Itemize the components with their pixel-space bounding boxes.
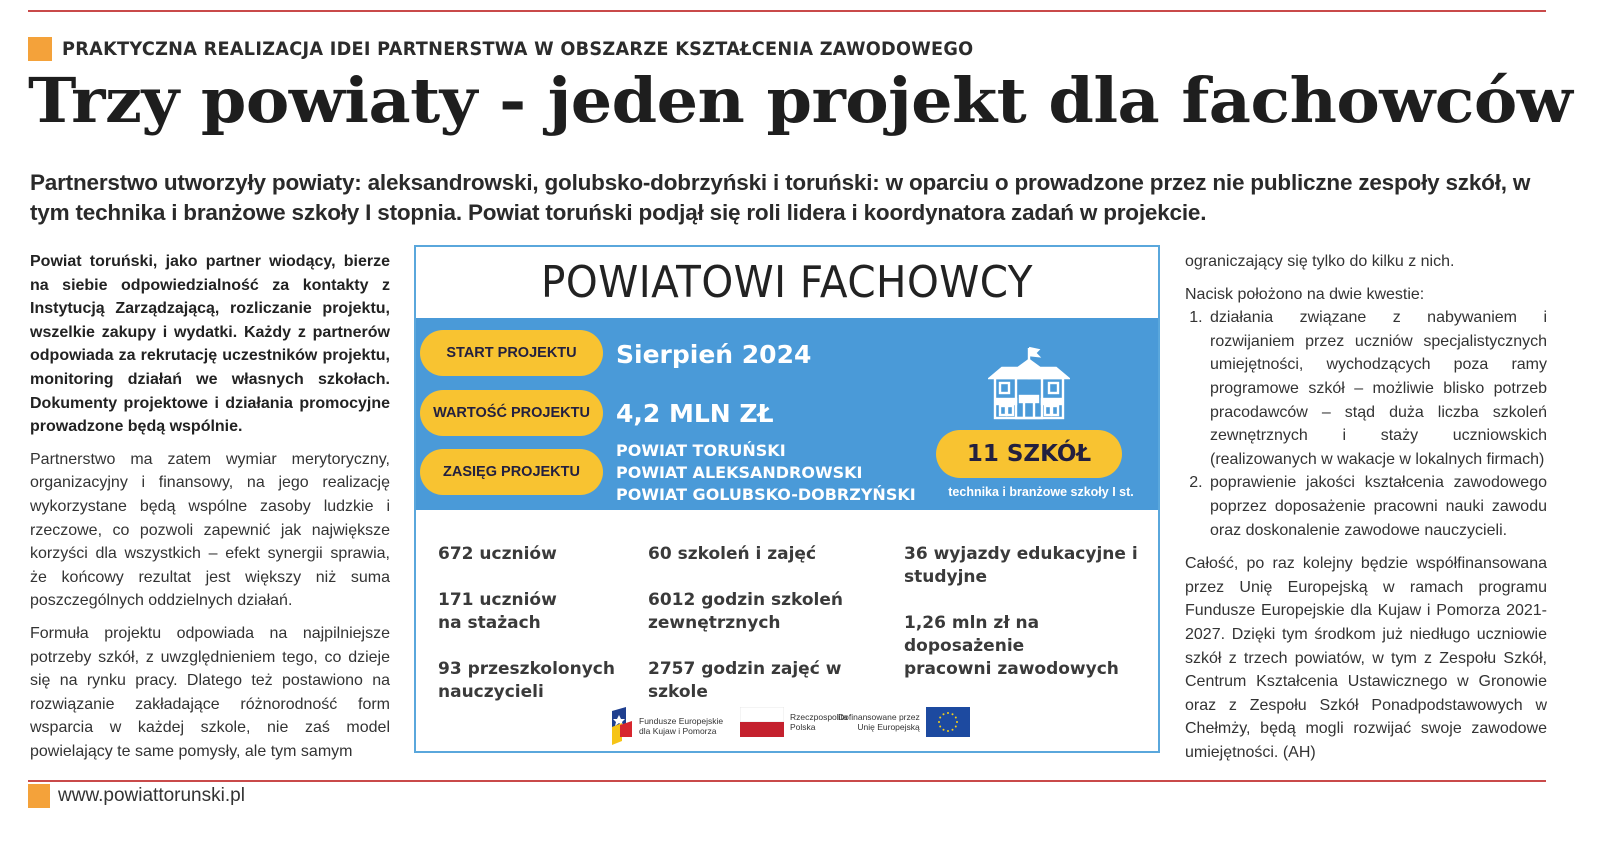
infographic xyxy=(414,245,1160,753)
scope-values xyxy=(616,440,916,506)
right-paragraph-2: Nacisk położono na dwie kwestie: xyxy=(1185,285,1425,303)
stat-item: 2757 godzin zajęć w szkole xyxy=(648,659,842,702)
left-paragraph-2: Partnerstwo ma zatem wymiar merytoryczny, organizacyjny i finansowy, na jego realizację wykorzystane będą wspólne zasoby ludzkie i rzeczowe, co pozwoli zapewnić jak największe korzyści dla wszystkich – efekt synergii sprawia, że końcowy rezultat jest większy niż suma poszczególnych oddzielnych działań. xyxy=(30,450,390,610)
rp-logo-line: Polska xyxy=(790,722,816,732)
emphasis-list xyxy=(1185,306,1547,542)
right-paragraph-1: ograniczający się tylko do kilku z nich. xyxy=(1185,253,1455,270)
kicker xyxy=(28,37,1042,61)
infographic-title: POWIATOWI FACHOWCY xyxy=(541,257,1033,308)
stat-item: 6012 godzin szkoleń zewnętrznych xyxy=(648,590,843,633)
stat-item: 36 wyjazdy edukacyjne i studyjne xyxy=(904,544,1138,587)
schools-subtitle: technika i branżowe szkoły I st. xyxy=(948,485,1134,499)
eu-logo-line: Unię Europejską xyxy=(857,722,920,732)
footer-website-link[interactable]: www.powiattorunski.pl xyxy=(58,785,245,806)
eu-logo xyxy=(838,707,970,737)
fe-logo xyxy=(612,707,723,745)
lead-paragraph: Partnerstwo utworzyły powiaty: aleksandrowski, golubsko-dobrzyński i toruński: w oparciu o prowadzone przez nie publiczne zespoły szkół, w tym technika i branżowe szkoły I stopnia. Powiat toruński podjął się roli lidera i koordynatora zadań w projekcie. xyxy=(30,170,1531,225)
fe-logo-line: dla Kujaw i Pomorza xyxy=(639,726,717,736)
stat-item: 93 przeszkolonych nauczycieli xyxy=(438,659,615,702)
kicker-square-icon xyxy=(28,37,52,61)
left-paragraph-3: Formuła projektu odpowiada na najpilniejsze potrzeby szkół, z uwzględnieniem tego, co dzieje się na rynku pracy. Dlatego też postawiono na rozwiązanie zakładające różnorodność form wsparcia w każdej szkole, nie zaś model powielający te same pomysły, ale tym samym xyxy=(30,624,390,760)
fe-logo-line: Fundusze Europejskie xyxy=(639,716,724,726)
fe-logo-icon xyxy=(612,707,634,745)
footer-rule xyxy=(28,780,1546,782)
scope-label: ZASIĘG PROJEKTU xyxy=(420,449,603,495)
eu-logo-line: Dofinansowane przez xyxy=(838,712,920,722)
scope-county: POWIAT GOLUBSKO-DOBRZYŃSKI xyxy=(616,485,916,504)
top-rule xyxy=(28,10,1546,12)
schools-count-badge: 11 SZKÓŁ xyxy=(936,430,1122,478)
footer xyxy=(28,784,245,808)
funding-logos xyxy=(612,707,1012,745)
stat-item: 672 uczniów xyxy=(438,544,557,564)
emphasis-list-item: 1. działania związane z nabywaniem i rozwijaniem przez uczniów specjalistycznych umiejętności, wychodzących poza ramy programowe szkół – możliwie blisko potrzeb pracodawców – stąd duża liczba szkoleń zewnętrznych i staży uczniowskich (realizowanych w wakacje w lokalnych firmach) xyxy=(1207,306,1547,471)
eu-flag-icon xyxy=(926,707,970,737)
stat-item: 171 uczniów na stażach xyxy=(438,590,557,633)
value-amount: 4,2 MLN ZŁ xyxy=(616,399,774,428)
scope-county: POWIAT TORUŃSKI xyxy=(616,441,786,460)
stat-item: 60 szkoleń i zajęć xyxy=(648,544,817,564)
left-column xyxy=(30,250,390,772)
footer-square-icon xyxy=(28,784,50,808)
rp-logo xyxy=(740,707,848,737)
polish-flag-icon xyxy=(740,707,784,737)
value-label: WARTOŚĆ PROJEKTU xyxy=(420,390,603,436)
left-paragraph-1: Powiat toruński, jako partner wiodący, bierze na siebie odpowiedzialność za kontakty z Instytucją Zarządzającą, rozliczanie projektu, wszelkie zakupy i wydatki. Każdy z partnerów odpowiada za rekrutację uczestników projektu, monitoring działań we własnych szkołach. Dokumenty projektowe i działania promocyjne prowadzone będą wspólnie. xyxy=(30,253,390,436)
headline: Trzy powiaty - jeden projekt dla fachowców xyxy=(28,64,1573,137)
school-building-icon xyxy=(988,344,1070,420)
right-column xyxy=(1185,250,1547,773)
stat-item: 1,26 mln zł na doposażenie pracowni zawodowych xyxy=(904,613,1119,679)
infographic-band xyxy=(416,318,1158,510)
kicker-text: PRAKTYCZNA REALIZACJA IDEI PARTNERSTWA W OBSZARZE KSZTAŁCENIA ZAWODOWEGO xyxy=(62,38,974,60)
scope-county: POWIAT ALEKSANDROWSKI xyxy=(616,463,863,482)
start-value: Sierpień 2024 xyxy=(616,340,812,369)
emphasis-list-item: 2. poprawienie jakości kształcenia zawodowego poprzez doposażenie pracowni nauki zawodu oraz doskonalenie zawodowe nauczycieli. xyxy=(1207,471,1547,542)
right-paragraph-3: Całość, po raz kolejny będzie współfinansowana przez Unię Europejską w ramach programu Fundusze Europejskie dla Kujaw i Pomorza 2021-2027. Dzięki tym środkom już niedługo uczniowie szkół z trzech powiatów, w tym z Zespołu Szkół, Centrum Kształcenia Ustawicznego w Gronowie oraz z Zespołu Szkół Ponadpodstawowych w Chełmży, będą mogli rozwijać swoje zawodowe umiejętności. (AH) xyxy=(1185,555,1547,761)
start-label: START PROJEKTU xyxy=(420,330,603,376)
rp-logo-line: Rzeczpospolita xyxy=(790,712,848,722)
